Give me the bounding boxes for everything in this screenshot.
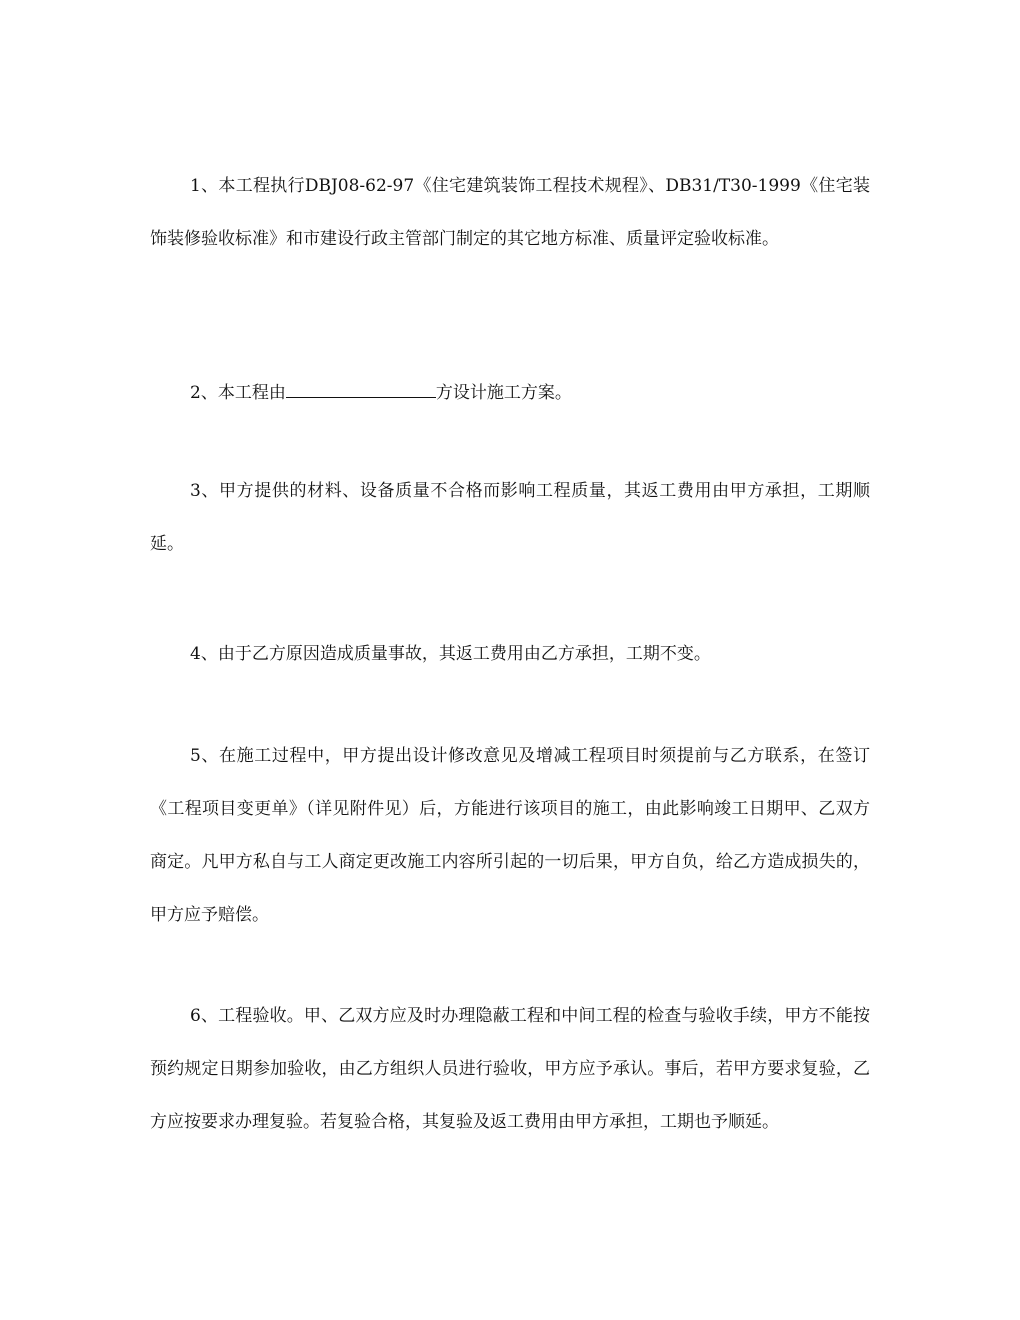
clause-6-paragraph: 6、工程验收。甲、乙双方应及时办理隐蔽工程和中间工程的检查与验收手续，甲方不能按预约规定日期参加验收，由乙方组织人员进行验收，甲方应予承认。事后，若甲方要求复验，乙方应按要求办理复验。若复验合格，其复验及返工费用由甲方承担，工期也予顺延。 — [150, 1006, 870, 1132]
clause-1-paragraph: 1、本工程执行DBJ08-62-97《住宅建筑装饰工程技术规程》、DB31/T30-1999《住宅装饰装修验收标准》和市建设行政主管部门制定的其它地方标准、质量评定验收标准。 — [150, 176, 870, 249]
clause-5-paragraph: 5、在施工过程中，甲方提出设计修改意见及增减工程项目时须提前与乙方联系，在签订《工程项目变更单》（详见附件见）后，方能进行该项目的施工，由此影响竣工日期甲、乙双方商定。凡甲方私自与工人商定更改施工内容所引起的一切后果，甲方自负，给乙方造成损失的，甲方应予赔偿。 — [150, 746, 870, 925]
clause-4-paragraph: 4、由于乙方原因造成质量事故，其返工费用由乙方承担，工期不变。 — [190, 644, 711, 664]
fill-in-blank-line — [286, 396, 436, 398]
clause-3-paragraph: 3、甲方提供的材料、设备质量不合格而影响工程质量，其返工费用由甲方承担，工期顺延。 — [150, 481, 870, 554]
clause-2-text-after: 方设计施工方案。 — [435, 383, 572, 403]
clause-2-text-before: 2、本工程由 — [190, 383, 286, 403]
clause-2-paragraph — [150, 367, 870, 420]
